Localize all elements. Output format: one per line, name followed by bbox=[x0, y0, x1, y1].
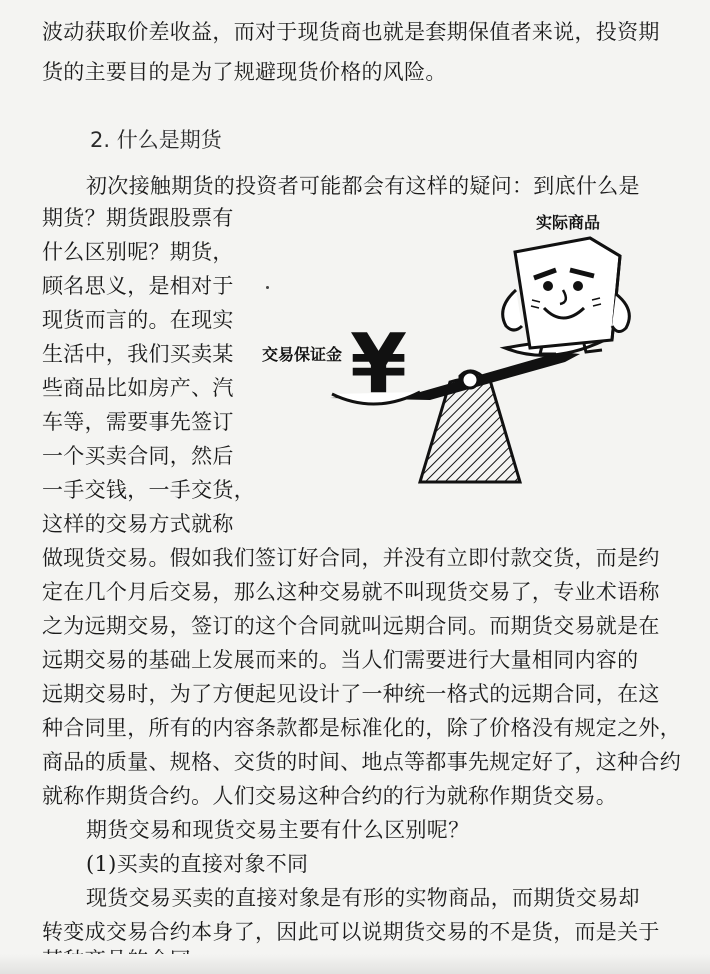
text-line: 种合同里，所有的内容条款都是标准化的，除了价格没有规定之外， bbox=[42, 716, 681, 740]
text-line: 就称作期货合约。人们交易这种合约的行为就称作期货交易。 bbox=[42, 784, 618, 808]
subheading: (1)买卖的直接对象不同 bbox=[86, 852, 309, 876]
text-line: 远期交易的基础上发展而来的。当人们需要进行大量相同内容的 bbox=[42, 648, 639, 672]
wrap-text-line: 一个买卖合同，然后 bbox=[42, 444, 234, 468]
text-line: 货的主要目的是为了规避现货价格的风险。 bbox=[42, 60, 447, 84]
text-line: 远期交易时，为了方便起见设计了一种统一格式的远期合同，在这 bbox=[42, 682, 660, 706]
text-line: 初次接触期货的投资者可能都会有这样的疑问：到底什么是 bbox=[86, 174, 640, 198]
wrap-text-line: 顾名思义，是相对于 bbox=[42, 274, 234, 298]
balance-scale-illustration bbox=[320, 230, 690, 500]
stray-dot bbox=[266, 286, 269, 289]
wrap-text-line: 期货？期货跟股票有 bbox=[42, 206, 234, 230]
wrap-text-line: 这样的交易方式就称 bbox=[42, 512, 234, 536]
question-line: 期货交易和现货交易主要有什么区别呢？ bbox=[86, 818, 470, 842]
wrap-text-line: 现货而言的。在现实 bbox=[42, 308, 234, 332]
label-margin: 交易保证金 bbox=[262, 345, 343, 364]
page-bottom-shadow bbox=[0, 954, 710, 974]
text-line: 转变成交易合约本身了，因此可以说期货交易的不是货，而是关于 bbox=[42, 920, 660, 944]
label-actual-goods: 实际商品 bbox=[536, 213, 601, 232]
section-heading: 2. 什么是期货 bbox=[90, 128, 222, 152]
wrap-text-line: 些商品比如房产、汽 bbox=[42, 376, 234, 400]
goods-character-icon bbox=[503, 238, 630, 354]
wrap-text-line: 车等，需要事先签订 bbox=[42, 410, 234, 434]
text-line: 波动获取价差收益，而对于现货商也就是套期保值者来说，投资期 bbox=[42, 20, 660, 44]
wrap-text-line: 生活中，我们买卖某 bbox=[42, 342, 234, 366]
wrap-text-line: 什么区别呢？期货， bbox=[42, 240, 234, 264]
yen-icon bbox=[350, 317, 407, 412]
text-line: 现货交易买卖的直接对象是有形的实物商品，而期货交易却 bbox=[86, 886, 640, 910]
wrap-text-line: 一手交钱，一手交货， bbox=[42, 478, 255, 502]
svg-text:¥: ¥ bbox=[350, 317, 408, 412]
text-line: 定在几个月后交易，那么这种交易就不叫现货交易了，专业术语称 bbox=[42, 580, 660, 604]
text-line: 做现货交易。假如我们签订好合同，并没有立即付款交货，而是约 bbox=[42, 546, 660, 570]
text-line: 商品的质量、规格、交货的时间、地点等都事先规定好了，这种合约 bbox=[42, 750, 681, 774]
text-line: 之为远期交易，签订的这个合同就叫远期合同。而期货交易就是在 bbox=[42, 614, 660, 638]
